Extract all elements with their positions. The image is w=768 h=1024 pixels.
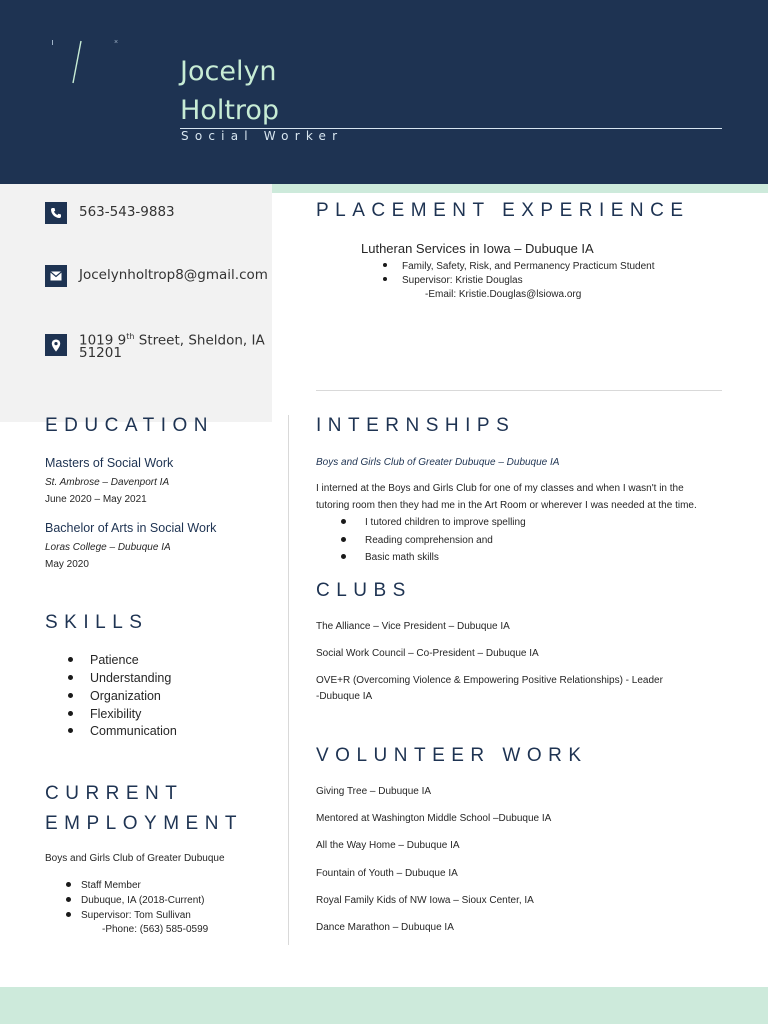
placement-heading: PLACEMENT EXPERIENCE	[316, 200, 690, 221]
address-line-2: 51201	[79, 345, 122, 361]
employment-heading-line1: CURRENT	[45, 783, 184, 804]
internship-description-line: tutoring room then they had me in the Art Room or wherever I was needed at the time.	[316, 500, 697, 511]
skills-heading: SKILLS	[45, 612, 149, 633]
decorative-tick	[52, 40, 53, 45]
location-pin-icon	[45, 334, 67, 356]
volunteer-item: Fountain of Youth – Dubuque IA	[316, 868, 458, 879]
skill-item: Communication	[68, 723, 177, 740]
degree-title: Masters of Social Work	[45, 456, 174, 470]
email-address[interactable]: Jocelynholtrop8@gmail.com	[79, 267, 268, 283]
internship-description-line: I interned at the Boys and Girls Club for one of my classes and when I wasn't in the	[316, 483, 684, 494]
accent-strip	[272, 184, 768, 193]
degree-school: St. Ambrose – Davenport IA	[45, 477, 170, 488]
internship-org: Boys and Girls Club of Greater Dubuque – Dubuque IA	[316, 457, 560, 468]
degree-school: Loras College – Dubuque IA	[45, 542, 171, 553]
monogram-slash-icon	[72, 40, 82, 84]
club-item-continued: -Dubuque IA	[316, 691, 373, 702]
skill-item: Understanding	[68, 670, 171, 687]
employer-name: Boys and Girls Club of Greater Dubuque	[45, 853, 225, 864]
volunteer-item: Giving Tree – Dubuque IA	[316, 786, 432, 797]
club-item: The Alliance – Vice President – Dubuque IA	[316, 621, 510, 632]
employment-heading-line2: EMPLOYMENT	[45, 813, 244, 834]
placement-org: Lutheran Services in Iowa – Dubuque IA	[361, 241, 594, 256]
placement-bullet: Supervisor: Kristie Douglas	[383, 274, 523, 287]
employment-bullet: Staff Member	[66, 879, 141, 892]
first-name: Jocelyn	[180, 56, 277, 87]
envelope-icon	[45, 265, 67, 287]
volunteer-item: All the Way Home – Dubuque IA	[316, 840, 460, 851]
internship-bullet: Reading comprehension and	[341, 534, 493, 547]
decorative-mark: ×	[114, 39, 119, 46]
education-heading: EDUCATION	[45, 415, 214, 436]
internship-bullet: I tutored children to improve spelling	[341, 516, 526, 529]
employment-bullet: Supervisor: Tom Sullivan	[66, 909, 191, 922]
address-line-1: 1019 9th Street, Sheldon, IA	[79, 332, 265, 349]
column-divider	[288, 415, 289, 945]
phone-number[interactable]: 563-543-9883	[79, 204, 175, 220]
volunteer-item: Mentored at Washington Middle School –Dubuque IA	[316, 813, 552, 824]
skill-item: Patience	[68, 652, 139, 669]
placement-bullet: Family, Safety, Risk, and Permanency Practicum Student	[383, 260, 655, 273]
job-title: Social Worker	[181, 129, 344, 143]
internship-bullet: Basic math skills	[341, 551, 439, 564]
employment-phone: -Phone: (563) 585-0599	[102, 924, 209, 935]
last-name: Holtrop	[180, 95, 280, 126]
header-banner	[0, 0, 768, 184]
contact-panel	[0, 184, 272, 422]
degree-title: Bachelor of Arts in Social Work	[45, 521, 217, 535]
placement-email[interactable]: -Email: Kristie.Douglas@lsiowa.org	[425, 289, 582, 300]
degree-dates: June 2020 – May 2021	[45, 494, 147, 505]
employment-bullet: Dubuque, IA (2018-Current)	[66, 894, 204, 907]
clubs-heading: CLUBS	[316, 580, 412, 601]
skill-item: Flexibility	[68, 706, 141, 723]
phone-icon	[45, 202, 67, 224]
internships-heading: INTERNSHIPS	[316, 415, 516, 436]
skill-item: Organization	[68, 688, 161, 705]
section-divider	[316, 390, 722, 391]
club-item: OVE+R (Overcoming Violence & Empowering Positive Relationships) - Leader	[316, 675, 663, 686]
volunteer-heading: VOLUNTEER WORK	[316, 745, 588, 766]
club-item: Social Work Council – Co-President – Dubuque IA	[316, 648, 539, 659]
volunteer-item: Royal Family Kids of NW Iowa – Sioux Center, IA	[316, 895, 534, 906]
volunteer-item: Dance Marathon – Dubuque IA	[316, 922, 454, 933]
footer-band	[0, 987, 768, 1024]
degree-dates: May 2020	[45, 559, 89, 570]
